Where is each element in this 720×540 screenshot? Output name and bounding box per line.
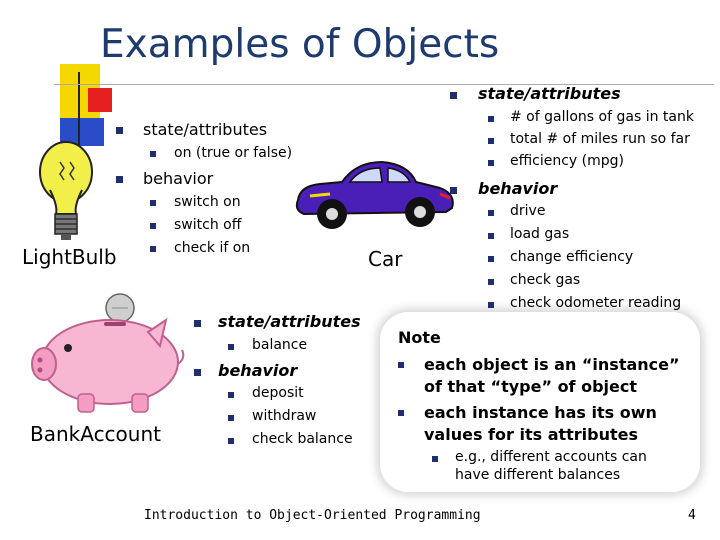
bullet [228, 344, 234, 350]
lightbulb-behavior-item: check if on [174, 240, 251, 256]
car-behavior-item: check gas [510, 272, 581, 288]
bullet [150, 246, 156, 252]
note-sub-line: e.g., different accounts can [455, 449, 647, 465]
note-item-line: values for its attributes [424, 425, 639, 444]
bullet [488, 116, 494, 122]
bankaccount-label: BankAccount [30, 422, 161, 446]
bullet [228, 392, 234, 398]
lightbulb-behavior-heading: behavior [143, 169, 214, 188]
bullet [450, 92, 457, 99]
piggy-bank-icon [28, 290, 188, 420]
car-behavior-heading: behavior [478, 179, 558, 198]
bullet [228, 415, 234, 421]
lightbulb-icon [36, 132, 96, 242]
bankaccount-behavior-heading: behavior [218, 361, 298, 380]
bullet [488, 256, 494, 262]
car-label: Car [368, 247, 403, 271]
footer-text: Introduction to Object-Oriented Programming [144, 508, 481, 523]
bullet [228, 438, 234, 444]
car-behavior-item: check odometer reading [510, 295, 682, 311]
bullet [194, 369, 201, 376]
lightbulb-state-heading: state/attributes [143, 120, 268, 139]
note-item-line: each object is an “instance” [424, 355, 680, 374]
car-behavior-item: drive [510, 203, 546, 219]
bankaccount-state-heading: state/attributes [218, 312, 361, 331]
car-behavior-item: load gas [510, 226, 570, 242]
bullet [488, 160, 494, 166]
bullet [116, 176, 123, 183]
bullet [398, 362, 404, 368]
bullet [488, 233, 494, 239]
car-state-item: # of gallons of gas in tank [510, 109, 694, 125]
car-icon [290, 150, 460, 235]
note-heading: Note [398, 328, 441, 347]
car-state-item: total # of miles run so far [510, 131, 690, 147]
deco-red-square [88, 88, 112, 112]
bankaccount-behavior-item: check balance [252, 431, 353, 447]
bullet [398, 410, 404, 416]
slide-title: Examples of Objects [100, 22, 500, 67]
bullet [150, 200, 156, 206]
note-item-line: each instance has its own [424, 403, 657, 422]
bullet [116, 127, 123, 134]
bullet [488, 302, 494, 308]
bullet [488, 138, 494, 144]
bullet [432, 456, 438, 462]
car-state-heading: state/attributes [478, 84, 621, 103]
car-behavior-item: change efficiency [510, 249, 634, 265]
car-state-item: efficiency (mpg) [510, 153, 624, 169]
lightbulb-label: LightBulb [22, 245, 117, 269]
bullet [150, 223, 156, 229]
bullet [488, 210, 494, 216]
bullet [450, 187, 457, 194]
lightbulb-state-item: on (true or false) [174, 145, 293, 161]
bankaccount-behavior-item: deposit [252, 385, 304, 401]
note-sub-line: have different balances [455, 467, 621, 483]
lightbulb-behavior-item: switch on [174, 194, 241, 210]
bankaccount-state-item: balance [252, 337, 308, 353]
bullet [488, 279, 494, 285]
page-number: 4 [688, 508, 696, 523]
bankaccount-behavior-item: withdraw [252, 408, 317, 424]
bullet [150, 151, 156, 157]
note-item-line: of that “type” of object [424, 377, 637, 396]
bullet [194, 320, 201, 327]
lightbulb-behavior-item: switch off [174, 217, 242, 233]
